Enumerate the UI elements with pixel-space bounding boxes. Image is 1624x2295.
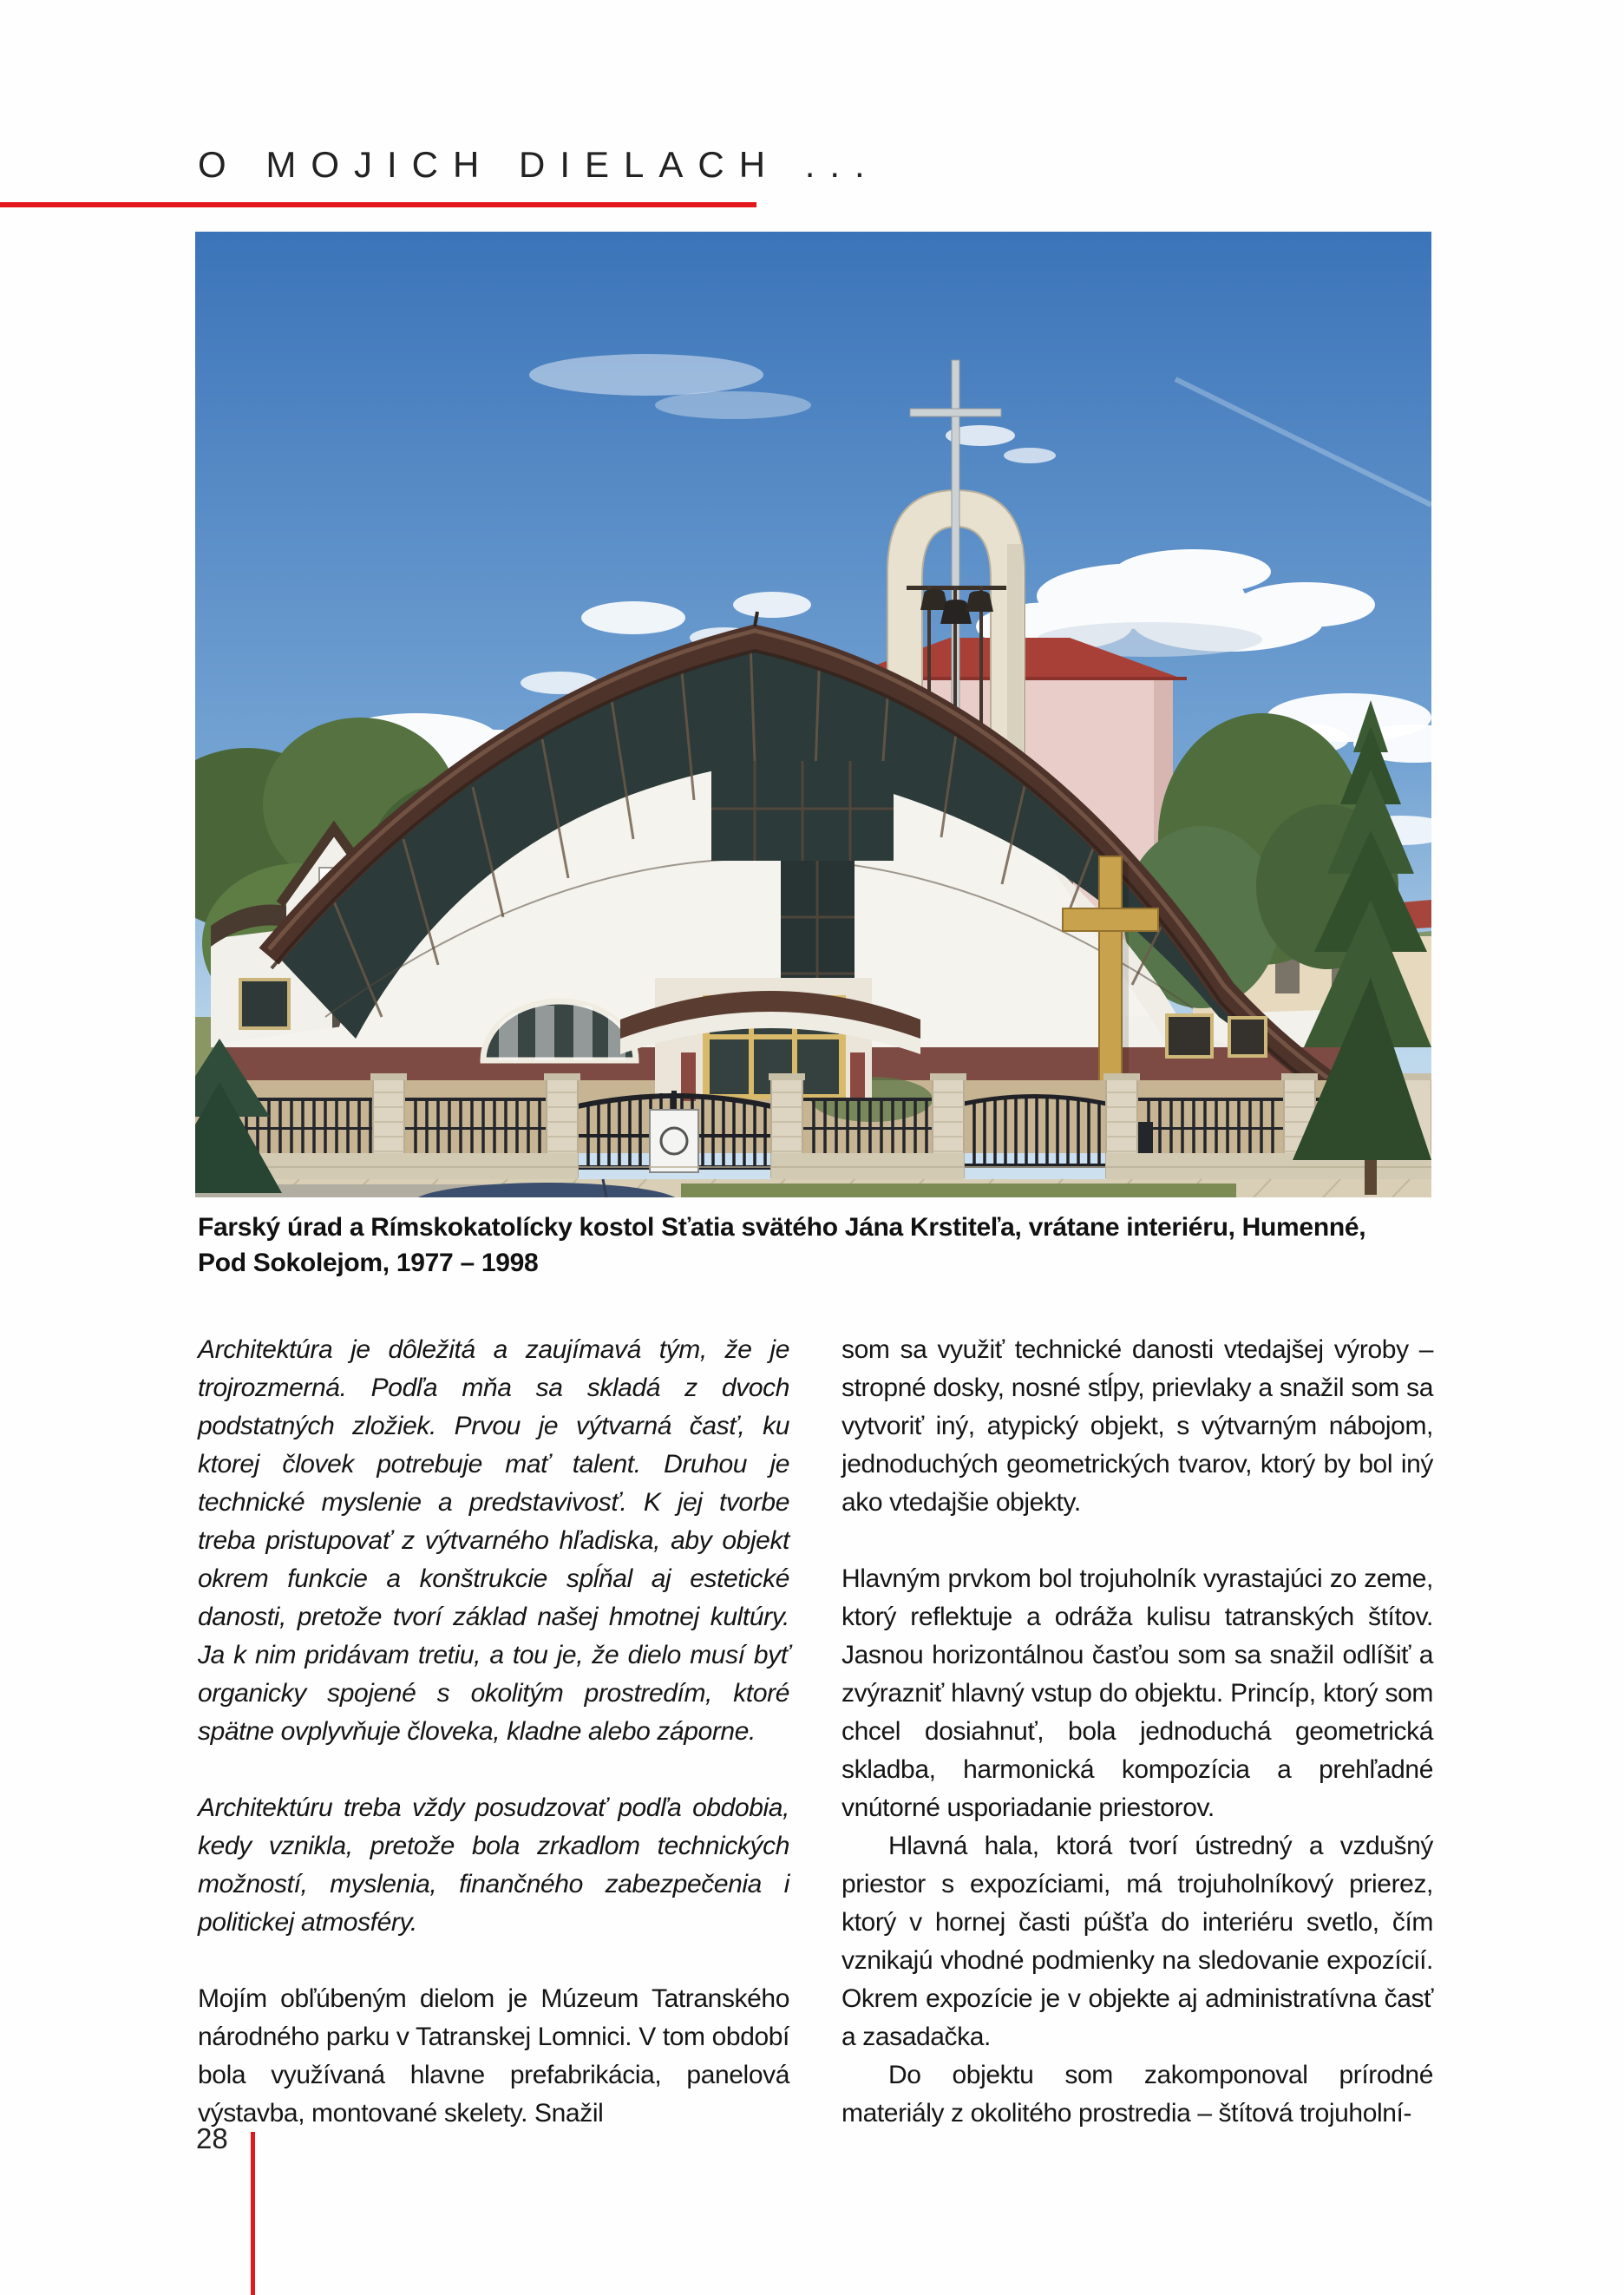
paragraph-2: Architektúru treba vždy posudzovať podľa obdobia, kedy vznikla, pretože bola zrkadlom technických možností, myslenia, finančného zabezpečenia i politickej atmosféry. [198,1793,789,1937]
paragraph-5: Hlavným prvkom bol trojuholník vyrastajúci zo zeme, ktorý reflektuje a odráža kulisu tatranských štítov. Jasnou horizontálnou časťou som sa snažil odlíšiť a zvýrazniť hlavný vstup do objektu. Princíp, ktorý som chcel dosiahnuť, bola jednoduchá geometrická skladba, harmonická kompozícia a prehľadné vnútorné usporiadanie priestorov. [841,1564,1433,1822]
side-window-left [240,980,289,1028]
grass-strip [681,1184,1236,1197]
photo-caption-line1: Farský úrad a Rímskokatolícky kostol Sťatia svätého Jána Krstiteľa, vrátane interiéru, Humenné, [198,1213,1366,1242]
paragraph-7: Do objektu som zakomponoval prírodné materiály z okolitého prostredia – štítová trojuholní- [841,2061,1433,2128]
paragraph-1: Architektúra je dôležitá a zaujímavá tým, že je trojrozmerná. Podľa mňa sa skladá z dvoch podstatných zložiek. Prvou je výtvarná časť, ku ktorej človek potrebuje mať talent. Druhou je technické myslenie a predstavivosť. K jej tvorbe treba pristupovať z výtvarného hľadiska, aby objekt okrem funkcie a konštrukcie spĺňal aj estetické danosti, pretože tvorí základ našej hmotnej kultúry. Ja k nim pridávam tretiu, a tou je, že dielo musí byť organicky spojené s okolitým prostredím, ktoré spätne ovplyvňuje človeka, kladne alebo záporne. [198,1335,789,1746]
paragraph-3: Mojím obľúbeným dielom je Múzeum Tatranského národného parku v Tatranskej Lomnici. V tom období bola využívaná hlavne prefabrikácia, panelová výstavba, montované skelety. Snažil [198,1984,789,2128]
photo-caption [198,1210,1404,1281]
church-photo-illustration [195,232,1431,1197]
gate-sign [650,1110,698,1172]
paragraph-6: Hlavná hala, ktorá tvorí ústredný a vzdušný priestor s expozíciami, má trojuholníkový prierez, ktorý v hornej časti púšťa do interiéru svetlo, čím vznikajú vhodné podmienky na sledovanie expozícií. Okrem expozície je v objekte aj administratívna časť a zasadačka. [841,1832,1433,2051]
photo-caption-line2: Pod Sokolejom, 1977 – 1998 [198,1249,539,1277]
footer-red-rule [251,2132,255,2295]
article-body [198,1331,1433,2133]
article-column-left [198,1331,789,2133]
title-underline-rule [0,202,756,207]
article-column-right [841,1331,1433,2133]
ground [195,1153,1431,1197]
church-photo [195,232,1431,1197]
page-number: 28 [196,2122,228,2154]
paragraph-4: som sa využiť technické danosti vtedajšej výroby – stropné dosky, nosné stĺpy, prievlaky a snažil som sa vytvoriť iný, atypický objekt, s výtvarným nábojom, jednoduchých geometrických tvarov, ktorý by bol iný ako vtedajšie objekty. [841,1335,1433,1517]
page-title: O MOJICH DIELACH ... [198,144,880,185]
